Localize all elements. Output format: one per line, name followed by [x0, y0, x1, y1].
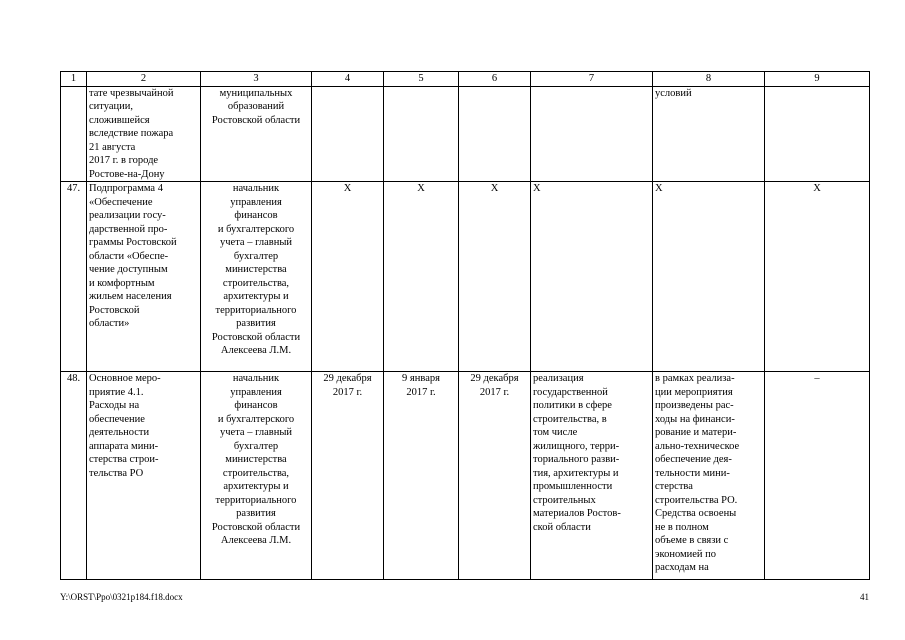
event-name-cell	[87, 182, 201, 372]
cell-text-line: области «Обеспе-	[89, 250, 169, 262]
cell-text-line: аппарата мини-	[89, 440, 159, 452]
column-number: 4	[312, 72, 384, 87]
cell-text-line: жилищного, терри-	[533, 440, 620, 452]
page-number: 41	[860, 592, 869, 602]
cell-text-line: Ростове-на-Дону	[89, 168, 165, 180]
cell-text-line: стерства строи-	[89, 454, 159, 465]
cell-text-line: министерства	[225, 264, 287, 275]
cell-text-line: управления	[230, 386, 282, 398]
cell-text-line: не в полном	[655, 521, 709, 533]
cell-text-line: Х	[417, 183, 425, 194]
responsible-cell	[201, 182, 312, 372]
cell-text-line: Основное меро-	[89, 373, 161, 384]
row-number-cell: 47.	[61, 182, 87, 372]
cell-text-line: произведены рас-	[655, 400, 734, 411]
cell-text-line: Подпрограмма 4	[89, 183, 163, 194]
cell-text-line: политики в сфере	[533, 400, 612, 411]
cell-text-line: области»	[89, 318, 130, 329]
cell-text-line: архитектуры и	[223, 481, 289, 492]
cell-text-line: развития	[236, 318, 276, 329]
cell-text-line: жильем населения	[89, 291, 172, 302]
cell-text-line: образований	[227, 101, 285, 112]
cell-text-line: ториального разви-	[533, 454, 620, 465]
column-number: 2	[87, 72, 201, 87]
cell-text-line: Х	[655, 183, 663, 194]
column-number: 3	[201, 72, 312, 87]
cell-text-line: Х	[533, 183, 541, 194]
actual-start-cell	[384, 182, 459, 372]
cell-text-line: учета – главный	[220, 237, 292, 248]
cell-text-line: строительства, в	[533, 413, 607, 425]
cell-text-line: условий	[655, 87, 692, 99]
actual-start-cell	[384, 372, 459, 580]
actual-result-cell	[653, 372, 765, 580]
actual-result-cell	[653, 182, 765, 372]
cell-text-line: территориального	[215, 304, 297, 316]
cell-text-line: материалов Ростов-	[533, 508, 621, 519]
column-number: 8	[653, 72, 765, 87]
cell-text-line: Ростовской области	[211, 521, 301, 533]
table-row	[61, 182, 870, 372]
cell-text-line: расходам на	[655, 562, 709, 573]
column-number: 6	[459, 72, 531, 87]
cell-text-line: учета – главный	[220, 427, 292, 438]
cell-text-line: 2017 г. в городе	[89, 155, 159, 166]
cell-text-line: деятельности	[89, 427, 150, 438]
cell-text-line: строительных	[533, 494, 596, 506]
planned-date-cell	[312, 86, 384, 182]
cell-text-line: промышленности	[533, 481, 613, 492]
cell-text-line: финансов	[234, 210, 278, 221]
actual-start-cell	[384, 86, 459, 182]
cell-text-line: реализация	[533, 373, 584, 384]
cell-text-line: –	[814, 373, 820, 384]
cell-text-line: Х	[813, 183, 821, 194]
cell-text-line: Ростовской области	[211, 331, 301, 343]
planned-result-cell	[531, 372, 653, 580]
column-number-row	[61, 72, 870, 87]
cell-text-line: 29 декабря	[323, 373, 372, 384]
cell-text-line: Средства освоены	[655, 508, 737, 519]
actual-end-cell	[459, 182, 531, 372]
cell-text-line: строительства РО.	[655, 494, 738, 506]
event-name-cell	[87, 372, 201, 580]
cell-text-line: чение доступным	[89, 264, 168, 275]
table-body	[61, 86, 870, 580]
note-cell	[765, 182, 870, 372]
cell-text-line: том числе	[533, 427, 578, 438]
file-path: Y:\ORST\Ppo\0321p184.f18.docx	[60, 592, 183, 602]
cell-text-line: реализации госу-	[89, 210, 166, 221]
cell-text-line: 2017 г.	[479, 386, 510, 398]
cell-text-line: Х	[490, 183, 499, 194]
cell-text-line: граммы Ростовской	[89, 237, 177, 248]
cell-text-line: Алексеева Л.М.	[220, 535, 292, 546]
cell-text-line: экономией по	[655, 548, 717, 560]
planned-date-cell	[312, 372, 384, 580]
cell-text-line: бухгалтер	[233, 440, 279, 452]
cell-text-line: государственной	[533, 386, 608, 398]
note-cell	[765, 86, 870, 182]
cell-text-line: обеспечение дея-	[655, 454, 732, 465]
column-number: 7	[531, 72, 653, 87]
cell-text-line: приятие 4.1.	[89, 386, 144, 398]
cell-text-line: ской области	[533, 521, 591, 533]
cell-text-line: ции мероприятия	[655, 386, 733, 398]
cell-text-line: бухгалтер	[233, 250, 279, 262]
cell-text-line: управления	[230, 196, 282, 208]
table-row	[61, 372, 870, 580]
planned-date-cell	[312, 182, 384, 372]
actual-end-cell	[459, 86, 531, 182]
cell-text-line: Х	[343, 183, 352, 194]
cell-text-line: финансов	[234, 400, 278, 411]
cell-text-line: территориального	[215, 494, 297, 506]
cell-text-line: 21 августа	[89, 141, 136, 153]
actual-result-cell	[653, 86, 765, 182]
cell-text-line: тельства РО	[89, 467, 144, 479]
cell-text-line: ально-техническое	[655, 440, 740, 452]
cell-text-line: Алексеева Л.М.	[220, 345, 292, 356]
cell-text-line: министерства	[225, 454, 287, 465]
responsible-cell	[201, 86, 312, 182]
cell-text-line: 9 января	[402, 373, 440, 384]
cell-text-line: тия, архитектуры и	[533, 467, 619, 479]
cell-text-line: дарственной про-	[89, 223, 168, 235]
cell-text-line: сложившейся	[89, 114, 150, 126]
report-table	[60, 71, 870, 580]
cell-text-line: объеме в связи с	[655, 535, 729, 546]
cell-text-line: Ростовской	[89, 304, 140, 316]
cell-text-line: и бухгалтерского	[217, 223, 295, 235]
column-number: 9	[765, 72, 870, 87]
planned-result-cell	[531, 86, 653, 182]
row-number-cell: 48.	[61, 372, 87, 580]
cell-text-line: тате чрезвычайной	[89, 87, 174, 99]
actual-end-cell	[459, 372, 531, 580]
planned-result-cell	[531, 182, 653, 372]
cell-text-line: развития	[236, 508, 276, 519]
cell-text-line: ходы на финанси-	[655, 413, 735, 425]
note-cell	[765, 372, 870, 580]
cell-text-line: 2017 г.	[406, 386, 436, 398]
row-number-cell	[61, 86, 87, 182]
cell-text-line: стерства	[655, 481, 693, 492]
event-name-cell	[87, 86, 201, 182]
cell-text-line: 29 декабря	[470, 373, 519, 384]
cell-text-line: Расходы на	[89, 400, 140, 411]
table-row	[61, 86, 870, 182]
cell-text-line: ситуации,	[89, 101, 133, 112]
cell-text-line: строительства,	[222, 467, 290, 479]
cell-text-line: вследствие пожара	[89, 128, 174, 139]
cell-text-line: начальник	[232, 373, 280, 384]
cell-text-line: муниципальных	[219, 87, 293, 99]
column-number: 1	[61, 72, 87, 87]
cell-text-line: тельности мини-	[655, 467, 730, 479]
cell-text-line: обеспечение	[89, 413, 145, 425]
cell-text-line: и комфортным	[89, 277, 155, 289]
cell-text-line: начальник	[232, 183, 280, 194]
responsible-cell	[201, 372, 312, 580]
cell-text-line: рование и матери-	[655, 427, 737, 438]
cell-text-line: строительства,	[222, 277, 290, 289]
cell-text-line: архитектуры и	[223, 291, 289, 302]
cell-text-line: и бухгалтерского	[217, 413, 295, 425]
column-number: 5	[384, 72, 459, 87]
cell-text-line: в рамках реализа-	[655, 373, 735, 384]
cell-text-line: Ростовской области	[211, 114, 301, 126]
cell-text-line: 2017 г.	[332, 386, 363, 398]
cell-text-line: «Обеспечение	[89, 196, 153, 208]
